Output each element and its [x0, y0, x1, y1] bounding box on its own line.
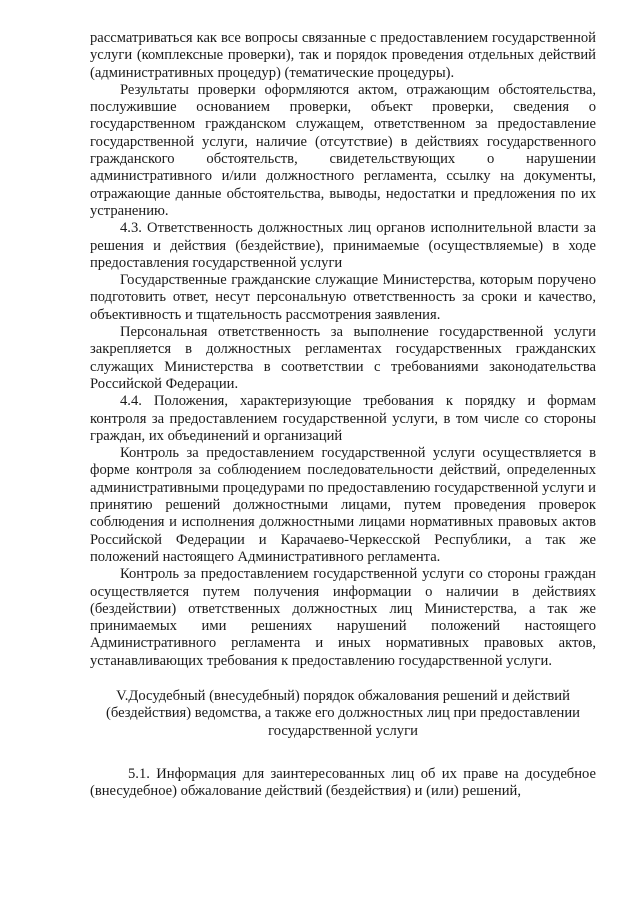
paragraph-inspection-results: Результаты проверки оформляются актом, отражающим обстоятельства, послужившие основанием проверки, объект проверки, сведения о государственном гражданском служащем, ответственном за предоставление государственной услуги, наличие (отсутствие) в действиях государственного гражданского обстоятельств, свидетельствующих о нарушении административного и/или должностного регламента, ссылку на документы, отражающие данные обстоятельства, выводы, недостатки и предложения по их устранению. [90, 81, 596, 219]
paragraph-4-4-title: 4.4. Положения, характеризующие требования к порядку и формам контроля за предоставлением государственной услуги, в том числе со стороны граждан, их объединений и организаций [90, 393, 596, 444]
paragraph-5-1: 5.1. Информация для заинтересованных лиц об их праве на досудебное (внесудебное) обжалование действий (бездействия) и (или) решений, [90, 765, 596, 800]
page-body [90, 30, 596, 800]
paragraph-personal-responsibility: Персональная ответственность за выполнение государственной услуги закрепляется в должностных регламентах государственных гражданских служащих Министерства в соответствии с требованиями законодательства Российской Федерации. [90, 324, 596, 392]
paragraph-civil-servants-responsibility: Государственные гражданские служащие Министерства, которым поручено подготовить ответ, несут персональную ответственность за сроки и качество, объективность и тщательность рассмотрения заявления. [90, 272, 596, 323]
section-v-heading: V.Досудебный (внесудебный) порядок обжалования решений и действий (бездействия) ведомства, а также его должностных лиц при предоставлении государственной услуги [106, 687, 580, 739]
paragraph-control-form: Контроль за предоставлением государственной услуги осуществляется в форме контроля за соблюдением последовательности действий, определенных административными процедурами по предоставлению государственной услуги и принятию решений должностными лицами, путем проведения проверок соблюдения и исполнения должностными лицами нормативных правовых актов Российской Федерации и Карачаево-Черкесской Республики, а так же положений настоящего Административного регламента. [90, 445, 596, 565]
paragraph-4-3-title: 4.3. Ответственность должностных лиц органов исполнительной власти за решения и действия (бездействие), принимаемые (осуществляемые) в ходе предоставления государственной услуги [90, 220, 596, 271]
paragraph-citizen-control: Контроль за предоставлением государственной услуги со стороны граждан осуществляется путем получения информации о наличии в действиях (бездействии) ответственных должностных лиц Министерства, а так же принимаемых ими решениях нарушений положений настоящего Административного регламента и иных нормативных правовых актов, устанавливающих требования к предоставлению государственной услуги. [90, 566, 596, 669]
paragraph-continuation: рассматриваться как все вопросы связанные с предоставлением государственной услуги (комплексные проверки), так и порядок проведения отдельных действий (административных процедур) (тематические процедуры). [90, 30, 596, 81]
